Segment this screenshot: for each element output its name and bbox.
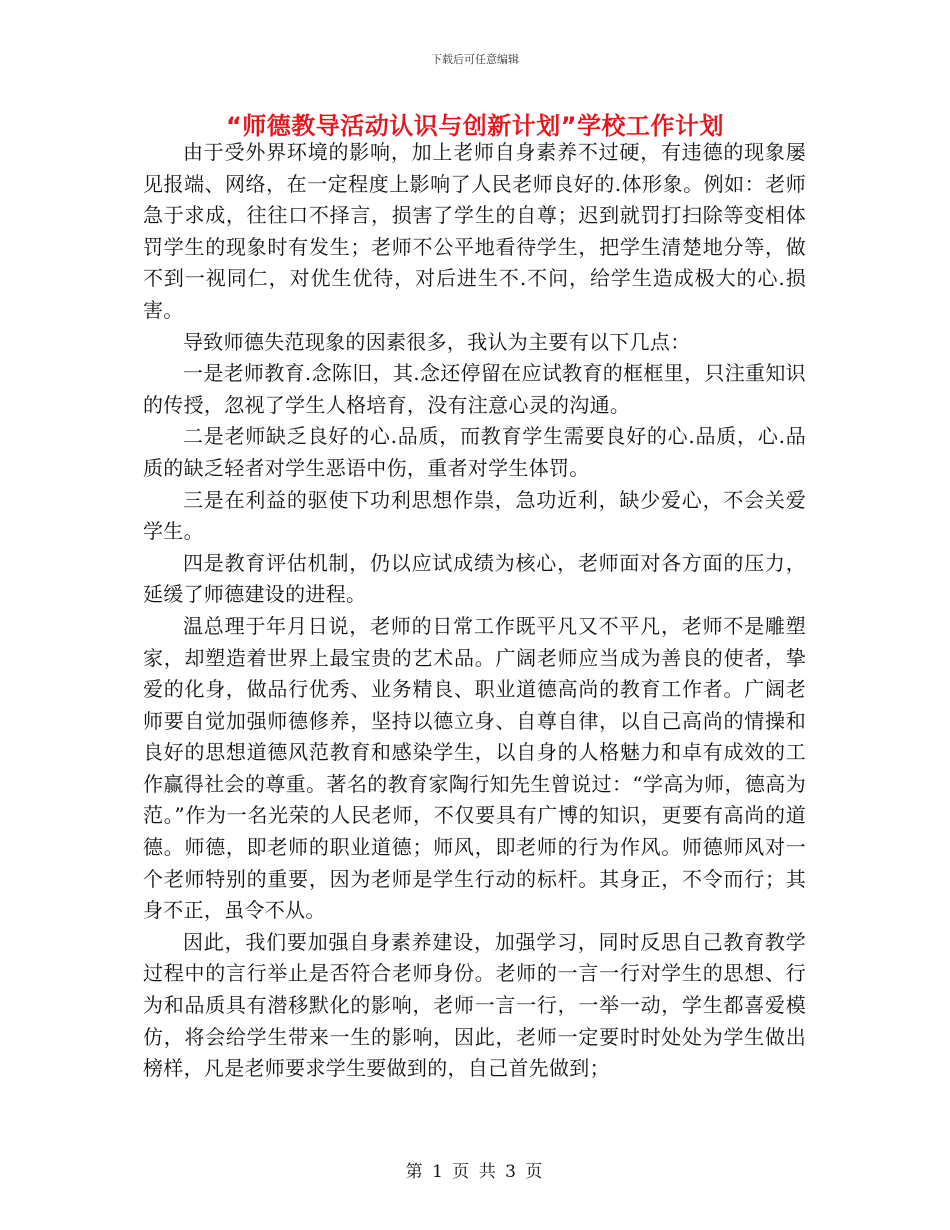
- paragraph-8: 因此，我们要加强自身素养建设，加强学习，同时反思自己教育教学过程中的言行举止是否符合老师身份。老师的一言一行对学生的思想、行为和品质具有潜移默化的影响，老师一言一行，一举一动，学生都喜爱模仿，将会给学生带来一生的影响，因此，老师一定要时时处处为学生做出榜样，凡是老师要求学生要做到的，自己首先做到；: [143, 929, 806, 1081]
- paragraph-2: 导致师德失范现象的因素很多，我认为主要有以下几点：: [183, 329, 691, 354]
- document-body: [143, 137, 806, 1085]
- paragraph-3: 一是老师教育.念陈旧，其.念还停留在应试教育的框框里，只注重知识的传授，忽视了学生人格培育，没有注意心灵的沟通。: [143, 361, 806, 417]
- paragraph-6: 四是教育评估机制，仍以应试成绩为核心，老师面对各方面的压力，延缓了师德建设的进程。: [143, 550, 806, 607]
- page-footer: 第 1 页 共 3 页: [405, 1162, 545, 1182]
- paragraph-7: 温总理于年月日说，老师的日常工作既平凡又不平凡，老师不是雕塑家，却塑造着世界上最宝贵的艺术品。广阔老师应当成为善良的使者，挚爱的化身，做品行优秀、业务精良、职业道德高尚的教育工作者。广阔老师要自觉加强师德修养，坚持以德立身、自尊自律，以自己高尚的情操和良好的思想道德风范教育和感染学生，以自身的人格魅力和卓有成效的工作赢得社会的尊重。著名的教育家陶行知先生曾说过：“学高为师，德高为范。”作为一名光荣的人民老师，不仅要具有广博的知识，更要有高尚的道德。师德，即老师的职业道德；师风，即老师的行为作风。师德师风对一个老师特别的重要，因为老师是学生行动的标杆。其身正，不令而行；其身不正，虽令不从。: [143, 613, 806, 923]
- page-header-note: 下载后可任意编辑: [431, 53, 519, 66]
- document-title: “师德教导活动认识与创新计划”学校工作计划: [225, 112, 725, 140]
- paragraph-1: 由于受外界环境的影响，加上老师自身素养不过硬，有违德的现象屡见报端、网络，在一定程度上影响了人民老师良好的.体形象。例如：老师急于求成，往往口不择言，损害了学生的自尊；迟到就罚打扫除等变相体罚学生的现象时有发生；老师不公平地看待学生，把学生清楚地分等，做不到一视同仁，对优生优待，对后进生不.不问，给学生造成极大的心.损害。: [143, 140, 806, 322]
- paragraph-5: 三是在利益的驱使下功利思想作祟，急功近利，缺少爱心，不会关爱学生。: [143, 487, 806, 544]
- paragraph-4: 二是老师缺乏良好的心.品质，而教育学生需要良好的心.品质，心.品质的缺乏轻者对学生恶语中伤，重者对学生体罚。: [143, 424, 806, 480]
